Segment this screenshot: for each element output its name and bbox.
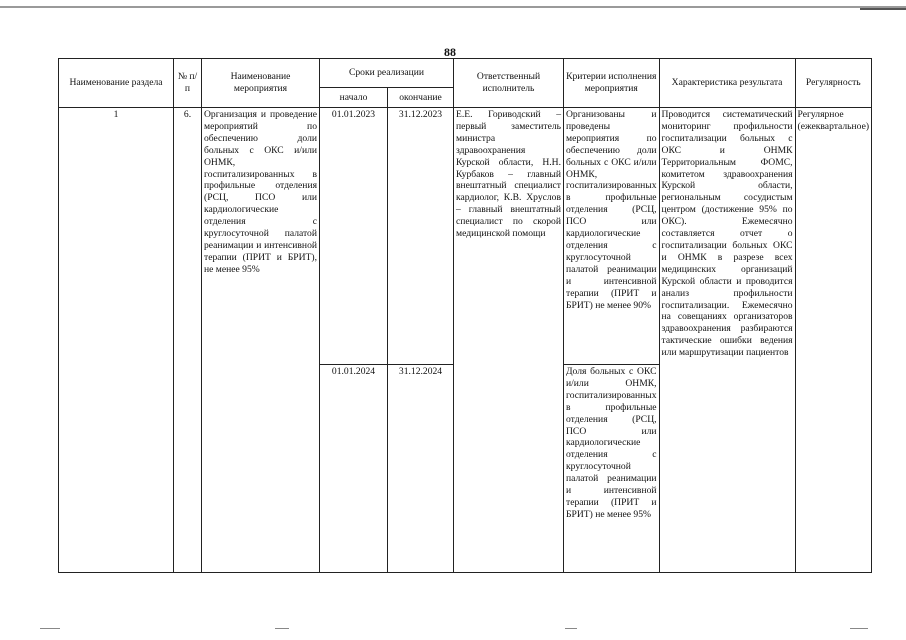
cell-section: 1 [59, 108, 174, 573]
header-activity-name: Наименование мероприятия [202, 59, 320, 108]
cell-start-2024: 01.01.2024 [320, 365, 388, 573]
header-section-name: Наименование раздела [59, 59, 174, 108]
header-row [59, 59, 872, 88]
cell-criteria-2024: Доля больных с ОКС и/или ОНМК, госпитализированных в профильные отделения (РСЦ, ПСО или кардиологические отделения с круглосуточной палатой реанимации и интенсивной терапии (ПРИТ и БРИТ) не менее 95% [564, 365, 660, 573]
cell-activity: Организация и проведение мероприятий по обеспечению доли больных с ОКС и/или ОНМК, госпитализированных в профильные отделения (РСЦ, ПСО или кардиологические отделения с круглосуточной палатой реанимации и интенсивной терапии (ПРИТ и БРИТ), не менее 95% [202, 108, 320, 573]
cell-responsible: Е.Е. Гориводский – первый заместитель министра здравоохранения Курской области, Н.Н. Курбаков – главный внештатный специалист кардиолог, К.В. Хруслов – главный внештатный специалист по скорой медицинской помощи [454, 108, 564, 573]
cell-regularity: Регулярное (ежеквартальное) [795, 108, 872, 573]
header-result: Характеристика результата [659, 59, 795, 108]
header-responsible: Ответственный исполнитель [454, 59, 564, 108]
cell-start-2023: 01.01.2023 [320, 108, 388, 365]
cell-criteria-2023: Организованы и проведены мероприятия по обеспечению доли больных с ОКС и/или ОНМК, госпитализированных в профильные отделения (РСЦ, ПСО или кардиологические отделения с круглосуточной палатой реанимации и интенсивной терапии (ПРИТ и БРИТ) не менее 90% [564, 108, 660, 365]
plan-table [58, 58, 872, 573]
cell-number: 6. [174, 108, 202, 573]
cell-end-2024: 31.12.2024 [388, 365, 454, 573]
header-end: окончание [388, 88, 454, 108]
header-regularity: Регулярность [795, 59, 872, 108]
header-number: № п/п [174, 59, 202, 108]
cell-end-2023: 31.12.2023 [388, 108, 454, 365]
table-row [59, 108, 872, 365]
header-start: начало [320, 88, 388, 108]
header-deadlines: Сроки реализации [320, 59, 454, 88]
scan-mark [850, 628, 868, 629]
header-criteria: Критерии исполнения мероприятия [564, 59, 660, 108]
scan-mark [40, 628, 60, 629]
scan-mark [275, 628, 289, 629]
scan-mark [565, 628, 577, 629]
page-number: 88 [444, 45, 456, 59]
scan-top-line [0, 6, 906, 8]
scan-top-line-dark [860, 8, 906, 10]
cell-result: Проводится систематический мониторинг профильности госпитализации больных с ОКС и ОНМК Территориальным ФОМС, комитетом здравоохранения Курской области, региональным сосудистым центром (достижение 95% по ОКС). Ежемесячно составляется отчет о госпитализации больных ОКС и ОНМК в разрезе всех медицинских организаций Курской области и проводится анализ профильности госпитализации. Ежемесячно на совещаниях организаторов здравоохранения разбираются тактические ошибки ведения или маршрутизации пациентов [659, 108, 795, 573]
